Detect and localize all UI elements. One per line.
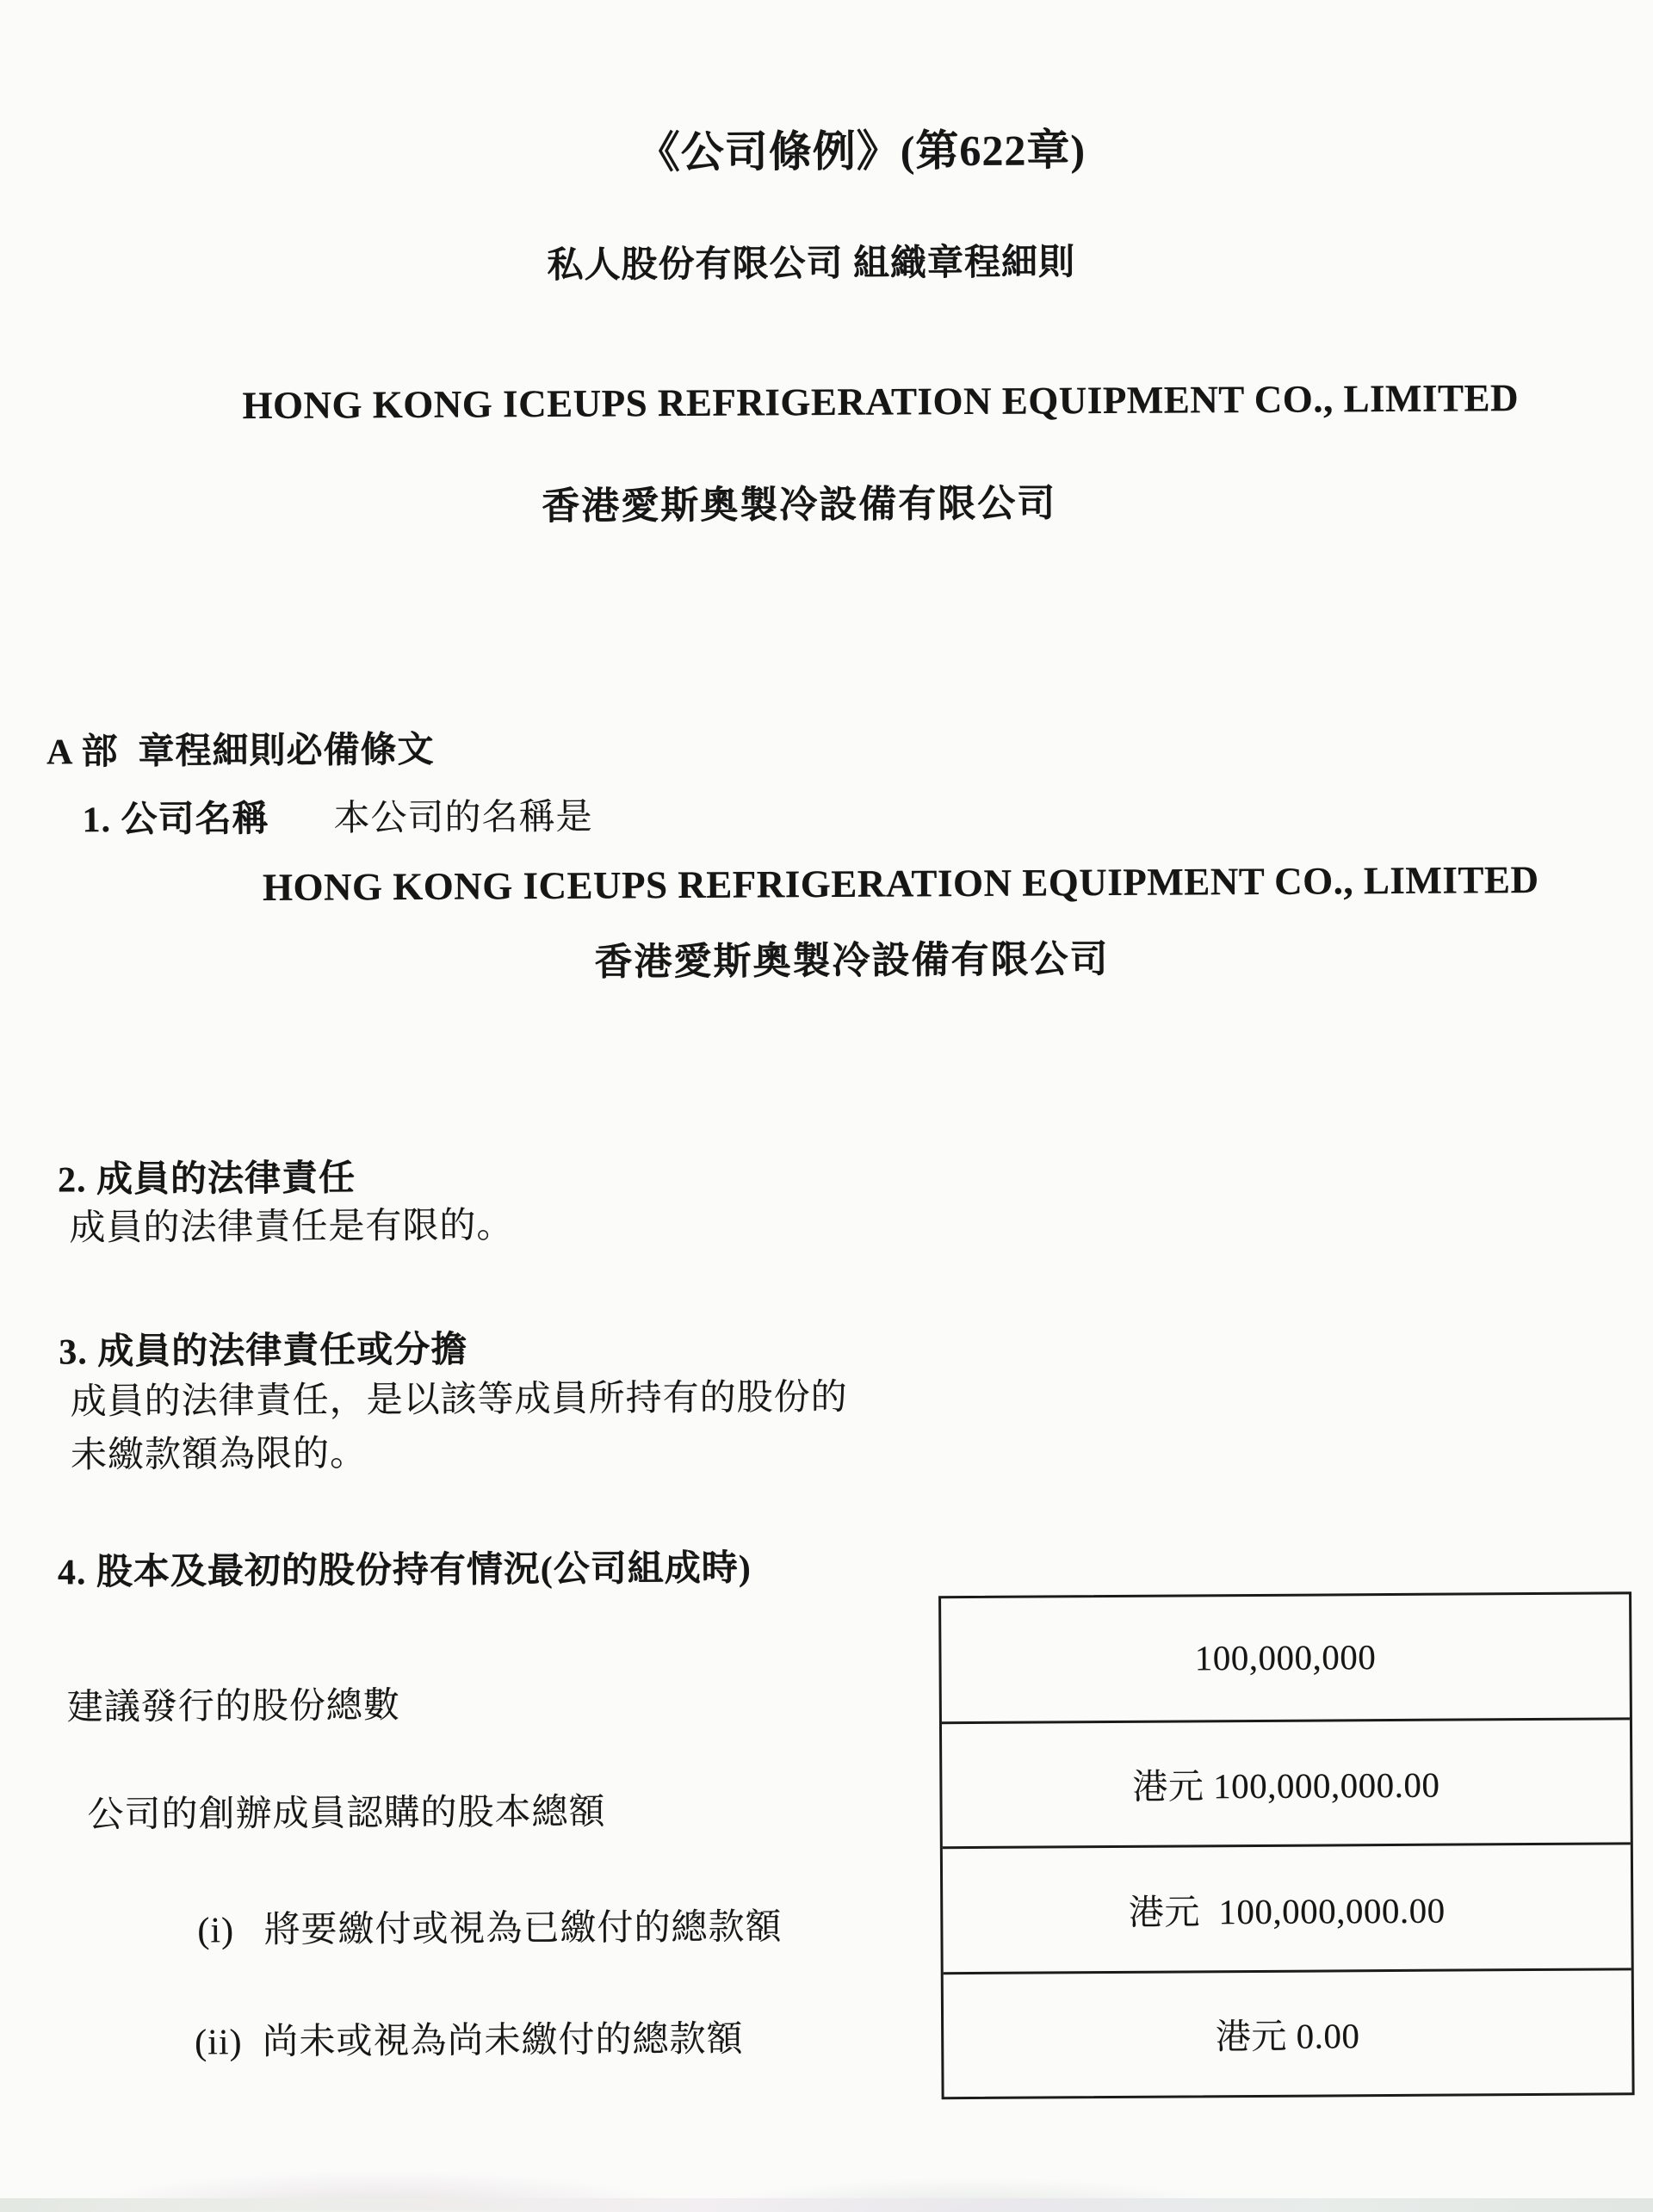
ordinance-title: 《公司條例》(第622章)	[636, 126, 1087, 177]
clause3-body-line2: 未繳款額為限的。	[70, 1434, 368, 1476]
company-name-en: HONG KONG ICEUPS REFRIGERATION EQUIPMENT CO., LIMITED	[242, 376, 1520, 428]
clause1-company-name-en: HONG KONG ICEUPS REFRIGERATION EQUIPMENT CO., LIMITED	[262, 857, 1539, 910]
clause1-company-name-zh: 香港愛斯奧製冷設備有限公司	[594, 937, 1110, 984]
clause4-heading: 4. 股本及最初的股份持有情況(公司組成時)	[57, 1548, 752, 1593]
company-name-zh: 香港愛斯奧製冷設備有限公司	[542, 482, 1057, 528]
clause4-label-proposed-shares: 建議發行的股份總數	[66, 1686, 400, 1728]
clause1-lead: 本公司的名稱是	[333, 798, 593, 839]
clause3-heading: 3. 成員的法律責任或分擔	[59, 1330, 468, 1373]
clause3-body-line1: 成員的法律責任，是以該等成員所持有的股份的	[70, 1377, 848, 1423]
clause1-line	[61, 782, 593, 858]
clause2-heading: 2. 成員的法律責任	[57, 1159, 356, 1201]
part-a-heading: A 部 章程細則必備條文	[46, 730, 435, 773]
clause2-body: 成員的法律責任是有限的。	[69, 1206, 514, 1249]
table-row-proposed-shares: 100,000,000	[1194, 1637, 1377, 1678]
clause4-label-subscribed-capital: 公司的創辦成員認購的股本總額	[87, 1792, 606, 1836]
doc-type-line: 私人股份有限公司 組織章程細則	[547, 243, 1076, 286]
clause4-item-i: (i) 將要繳付或視為已繳付的總款額	[197, 1907, 783, 1951]
table-row-subscribed-capital: 港元 100,000,000.00	[942, 1717, 1631, 1846]
scan-edge-artifact	[0, 2198, 1653, 2212]
clause4-item-ii: (ii) 尚未或視為尚未繳付的總款額	[195, 2019, 744, 2063]
clause1-heading: 1. 公司名稱	[82, 800, 269, 841]
capital-table	[938, 1591, 1635, 2099]
table-row-unpaid-amount: 港元 0.00	[944, 1968, 1632, 2097]
table-row-paid-amount: 港元 100,000,000.00	[943, 1842, 1631, 1971]
